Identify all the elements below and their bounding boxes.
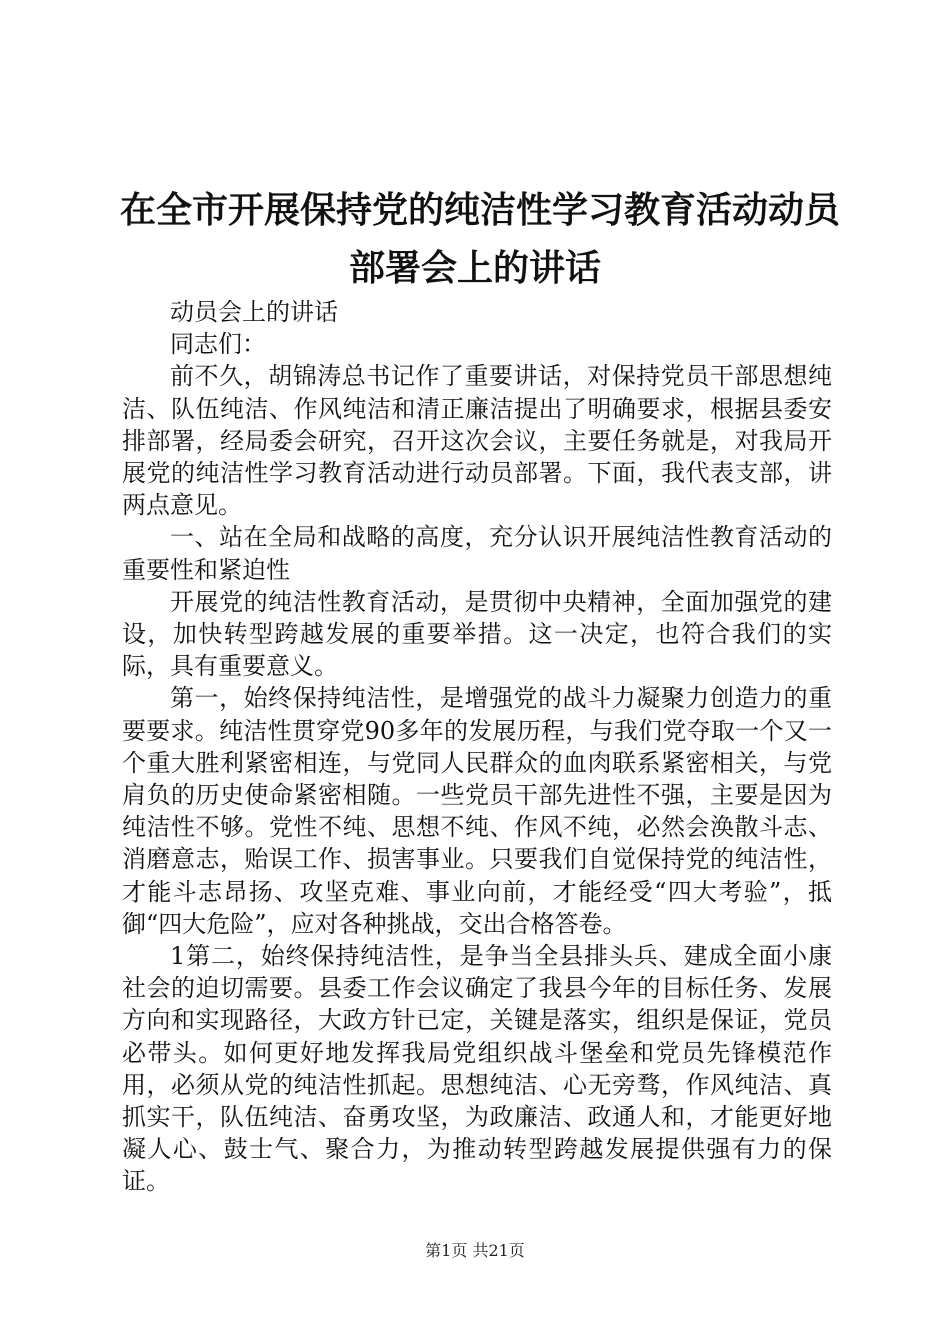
paragraph-point-2: 1第二，始终保持纯洁性，是争当全县排头兵、建成全面小康社会的迫切需要。县委工作会议确定了我县今年的目标任务、发展方向和实现路径，大政方针已定，关键是落实，组织是保证，党员必带头。如何更好地发挥我局党组织战斗堡垒和党员先锋模范作用，必须从党的纯洁性抓起。思想纯洁、心无旁骛，作风纯洁、真抓实干，队伍纯洁、奋勇攻坚，为政廉洁、政通人和，才能更好地凝人心、鼓士气、聚合力，为推动转型跨越发展提供强有力的保证。 (122, 942, 832, 1196)
paragraph-salutation: 同志们： (170, 330, 266, 359)
page-footer: 第1页 共21页 (425, 1241, 525, 1260)
paragraph-section-1-intro: 开展党的纯洁性教育活动，是贯彻中央精神，全面加强党的建设，加快转型跨越发展的重要举措。这一决定，也符合我们的实际，具有重要意义。 (122, 587, 832, 681)
document-title-line-2: 部署会上的讲话 (348, 248, 601, 289)
paragraph-point-1: 第一，始终保持纯洁性，是增强党的战斗力凝聚力创造力的重要要求。纯洁性贯穿党90多年的发展历程，与我们党夺取一个又一个重大胜利紧密相连，与党同人民群众的血肉联系紧密相关，与党肩负的历史使命紧密相随。一些党员干部先进性不强，主要是因为纯洁性不够。党性不纯、思想不纯、作风不纯，必然会涣散斗志、消磨意志，贻误工作、损害事业。只要我们自觉保持党的纯洁性，才能斗志昂扬、攻坚克难、事业向前，才能经受“四大考验”，抵御“四大危险”，应对各种挑战，交出合格答卷。 (122, 684, 832, 938)
paragraph-intro: 前不久，胡锦涛总书记作了重要讲话，对保持党员干部思想纯洁、队伍纯洁、作风纯洁和清正廉洁提出了明确要求，根据县委安排部署，经局委会研究，召开这次会议，主要任务就是，对我局开展党的纯洁性学习教育活动进行动员部署。下面，我代表支部，讲两点意见。 (122, 362, 832, 520)
document-body (122, 296, 832, 1198)
paragraph-section-heading-1: 一、站在全局和战略的高度，充分认识开展纯洁性教育活动的重要性和紧迫性 (122, 523, 832, 584)
document-title-line-1: 在全市开展保持党的纯洁性学习教育活动动员 (120, 190, 841, 231)
paragraph-subtitle: 动员会上的讲话 (170, 298, 338, 326)
